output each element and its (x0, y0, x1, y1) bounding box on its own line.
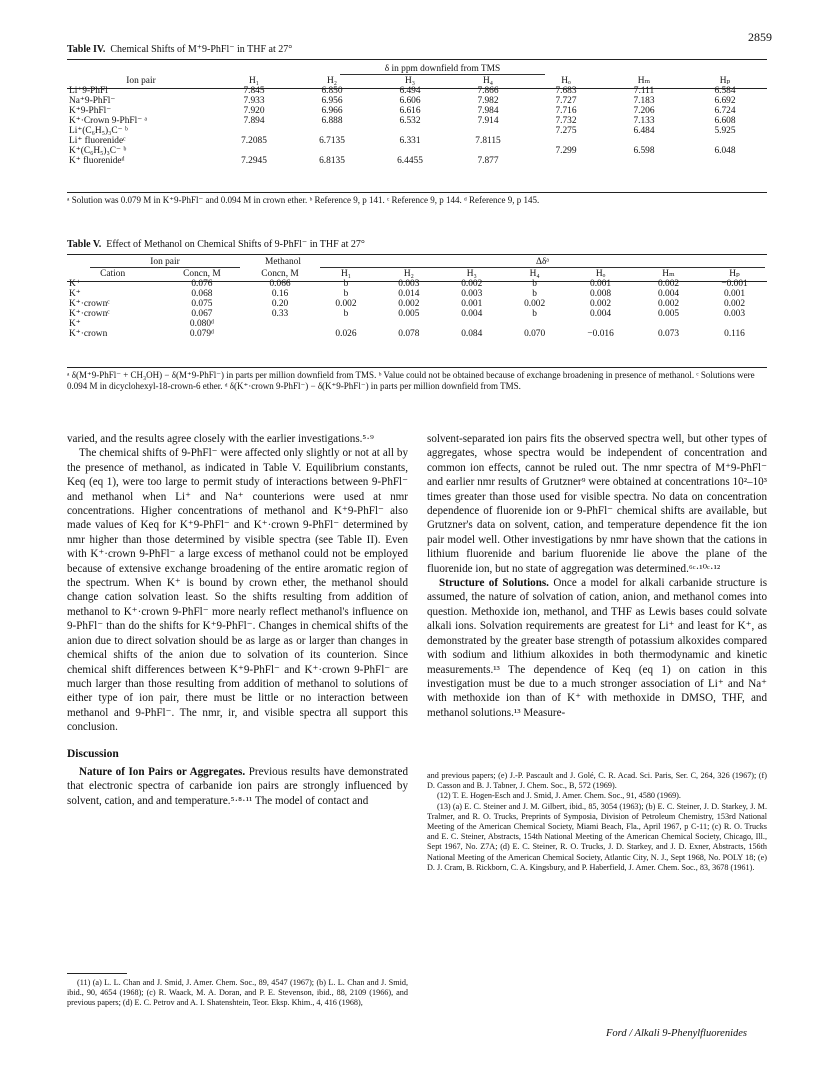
table4-row (67, 106, 767, 116)
table5-col-header: Cation (100, 269, 126, 279)
table5-cell (566, 319, 635, 329)
table4-cell (605, 156, 683, 166)
table5-cell: 0.079ᵈ (189, 329, 214, 339)
table4-cell: Li⁺9-PhFl⁻ (69, 86, 113, 96)
table5-caption-text: Effect of Methanol on Chemical Shifts of 9-PhFl⁻ in THF at 27° (106, 239, 365, 250)
table4-cell: 7.133 (633, 116, 655, 126)
page-number: 2859 (748, 30, 772, 44)
table4-cell: Li⁺(C₆H₅)₃C⁻ ᵇ (69, 126, 128, 136)
table4-header-rule (67, 88, 767, 89)
footnote-separator (67, 973, 127, 974)
table4-cell: 6.532 (399, 116, 421, 126)
table5-col-header: H₂ (403, 269, 414, 279)
table4-cell: 6.494 (399, 86, 421, 96)
table4-footnote: ᵃ Solution was 0.079 M in K⁺9-PhFl⁻ and 0.094 M in crown ether. ᵇ Reference 9, p 141. ᶜ Reference 9, p 144. ᵈ Reference 9, p 145. (67, 195, 540, 205)
table5-cell (635, 319, 702, 329)
table4-col-header: H₃ (404, 76, 416, 86)
table4-cell: 6.8135 (319, 156, 345, 166)
table4-cell: 7.716 (555, 106, 577, 116)
left-paragraph-2: The chemical shifts of 9-PhFl⁻ were affected only slightly or not at all by the presence of methanol, as indicated in Table V. Equilibrium constants, Keq (eq 1), were too large to permit study of interactions between 9-PhFl⁻ and methanol when Li⁺ and Na⁺ counterions were used at nmr concentrations. Higher concentrations of methanol and K⁺9-PhFl⁻ also made values of Keq for K⁺9-PhFl⁻ and K⁺·crown 9-PhFl⁻ determined by nmr higher than those determined by visible spectra (see Table II). Even with K⁺·crown 9-PhFl⁻ a large excess of methanol could not be employed because of extensive exchange broadening of the entire aromatic region of the spectrum. When K⁺ is bound by crown ether, the methanol should change cation solvation least. So the shifts resulting from addition of methanol to K⁺·crown 9-PhFl⁻ more nearly reflect methanol's influence on 9-PhFl⁻ than do the shifts for K⁺9-PhFl⁻. Changes in chemical shifts of the anion due to direct solvation should be as large as or larger than changes in chemical shifts of the anion due to solvation of its counterion. Since chemical shift differences between K⁺9-PhFl⁻ and K⁺·crown 9-PhFl⁻ are much larger than those resulting from addition of methanol to solutions of either type of ion pair, there must be little or no interaction between methanol and 9-PhFl⁻. The nmr, ir, and visible spectra all support this conclusion. (67, 447, 408, 734)
table5-cell (702, 319, 767, 329)
table4-cell: 7.866 (477, 86, 499, 96)
table5-cell: 0.076 (191, 279, 213, 289)
table4-cell (683, 136, 767, 146)
table5-cell: K⁺ (69, 279, 81, 289)
table4-cell (293, 126, 371, 136)
table4-cell (371, 146, 449, 156)
table4-cell: 7.933 (243, 96, 265, 106)
table5-col-header: H₁ (340, 269, 351, 279)
page-footer: Ford / Alkali 9-Phenylfluorenides (605, 1028, 747, 1039)
table4-cell: 7.727 (555, 96, 577, 106)
table4-header-row (67, 76, 767, 86)
table5-cell: b (532, 279, 537, 289)
table4-cell: 7.299 (555, 146, 577, 156)
table4-cell (605, 136, 683, 146)
table5-group-ion-pair: Ion pair (90, 257, 240, 268)
table5-cell: 0.002 (398, 299, 420, 309)
table5-col-header: Concn, M (261, 269, 299, 279)
table5-col-header: H₃ (466, 269, 477, 279)
table5-cell: −0.001 (721, 279, 748, 289)
table5 (67, 269, 767, 339)
table4-cell: 6.850 (321, 86, 343, 96)
table5-top-rule (67, 254, 767, 255)
table5-col-header: Hₚ (729, 269, 740, 279)
table4-cell: 6.584 (714, 86, 736, 96)
table5-cell: 0.001 (590, 279, 612, 289)
table4-cell: K⁺ fluorenideᵈ (69, 156, 125, 166)
table4-cell: 6.888 (321, 116, 343, 126)
table5-cell: K⁺·crown (69, 329, 108, 339)
table4-cell: 6.966 (321, 106, 343, 116)
table4-cell (215, 126, 293, 136)
table5-cell: 0.005 (398, 309, 420, 319)
table5-row (67, 329, 767, 339)
table4-cell: 7.183 (633, 96, 655, 106)
table5-cell: b (532, 309, 537, 319)
table4-row (67, 156, 767, 166)
table4-cell: 6.7135 (319, 136, 345, 146)
table4-cell: 7.894 (243, 116, 265, 126)
table5-cell: 0.002 (723, 299, 746, 309)
table4-cell: 7.877 (477, 156, 499, 166)
table4-cell (683, 156, 767, 166)
table4-cell (215, 146, 293, 156)
table4-cell: 6.692 (714, 96, 736, 106)
table5-cell (440, 319, 503, 329)
subheading-nature: Nature of Ion Pairs or Aggregates. (79, 765, 246, 778)
table5-cell: b (343, 309, 349, 319)
reference-11: (11) (a) L. L. Chan and J. Smid, J. Amer. Chem. Soc., 89, 4547 (1967); (b) L. L. Chan and J. Smid, ibid., 90, 4654 (1968); (c) R. Waack, M. A. Doran, and P. E. Stevenson, ibid., 88, 2109 (1966), and previous papers; (d) E. C. Petrov and A. I. Shatenshtein, Teor. Eksp. Khim., 4, 416 (1968), (67, 978, 408, 1008)
reference-13: (13) (a) E. C. Steiner and J. M. Gilbert, ibid., 85, 3054 (1963); (b) E. C. Steiner, J. D. Starkey, J. M. Tralmer, and R. O. Trucks, Preprints of Symposia, Division of Petroleum Chemistry, 153rd National Meeting of the American Chemical Society, Miami Beach, Fla., April 1967, p C-11; (c) R. O. Trucks and E. C. Steiner, Abstracts, 154th National Meeting of the American Chemical Society, Chicago, Ill., Sept 1967, No. Z7A; (d) E. C. Steiner, R. O. Trucks, J. D. Starkey, and J. D. Exner, Abstracts, 156th National Meeting of the American Chemical Society, Atlantic City, N. J., Sept 1968, No. POLY 18; (e) D. J. Cram, B. Rickborn, C. A. Kingsbury, and P. Haberfield, J. Amer. Chem. Soc., 83, 3678 (1961). (427, 801, 767, 872)
table4-span-header: δ in ppm downfield from TMS (340, 64, 545, 75)
table5-cell: 0.004 (590, 309, 612, 319)
right-references (427, 771, 767, 873)
table5-cell: 0.026 (335, 329, 357, 339)
table5-cell: 0.002 (335, 299, 357, 309)
table4-cell: 7.2945 (241, 156, 267, 166)
table4-cell: 7.275 (555, 126, 577, 136)
table5-col-header: Hₘ (662, 269, 675, 279)
table4-cell: 6.048 (714, 146, 736, 156)
table5-cell: b (343, 289, 349, 299)
table4-cell: Li⁺ fluorenideᶜ (69, 136, 126, 146)
table4-col-header: Hₒ (561, 76, 571, 86)
table4-col-header: H₂ (326, 76, 338, 86)
left-paragraph-3-text: Previous results have demonstrated that electronic spectra of carbanide ion pairs are strongly influenced by solvent, cation, and and temperature.⁵·⁸·¹¹ The model of contact and (67, 765, 408, 807)
right-column (427, 432, 767, 720)
table5-row (67, 309, 767, 319)
table5-cell: 0.003 (723, 309, 746, 319)
table5-cell: K⁺ (69, 319, 81, 329)
table4-cell: 5.925 (714, 126, 736, 136)
table5-cell: K⁺·crownᶜ (69, 299, 110, 309)
table4-cell: K⁺9-PhFl⁻ (69, 106, 112, 116)
table4-cell (527, 136, 605, 146)
table5-cell: 0.002 (461, 279, 483, 289)
table5-cell: −0.016 (587, 329, 614, 339)
table4-cell (449, 126, 527, 136)
table5-col-header: Hₒ (595, 269, 606, 279)
table5-cell: 0.002 (590, 299, 612, 309)
table4-cell: 7.683 (555, 86, 577, 96)
table4-cell: 6.598 (633, 146, 655, 156)
table4-cell: 6.608 (714, 116, 736, 126)
table4-cell: 6.4455 (397, 156, 423, 166)
table5-row (67, 319, 767, 329)
table5-group-delta: Δδᵃ (320, 257, 765, 268)
table4-cell: 7.914 (477, 116, 499, 126)
table4-caption-label: Table IV. (67, 44, 106, 55)
left-references (67, 978, 408, 1009)
table5-cell: 0.33 (271, 309, 289, 319)
table5-cell: K⁺·crownᶜ (69, 309, 110, 319)
table5-cell: 0.073 (657, 329, 680, 339)
table4-cell: 6.331 (399, 136, 421, 146)
table4-caption-text: Chemical Shifts of M⁺9-PhFl⁻ in THF at 27° (110, 44, 293, 55)
table5-cell: 0.003 (461, 289, 483, 299)
table5-cell: 0.002 (657, 279, 680, 289)
table5-cell: 0.080ᵈ (189, 319, 214, 329)
table4-caption (67, 44, 292, 55)
table4-cell: 7.2085 (241, 136, 267, 146)
table5-header-row (67, 269, 767, 279)
table4-col-header: H₄ (482, 76, 494, 86)
section-heading-discussion: Discussion (67, 747, 119, 760)
right-paragraph-1: solvent-separated ion pairs fits the observed spectra well, but other types of aggregates, whose spectra would be independent of concentration and common ion effects, cannot be ruled out. The nmr spectra of M⁺9-PhFl⁻ and earlier nmr results of Grutzner⁹ were obtained at concentrations 10²–10³ times greater than those used for visible spectra. No data on concentration dependence of fluorenide ion or 9-PhFl⁻ chemical shifts are available, but Grutzner's data on solvent, cation, and temperature dependence fit the ion pair model well. Other investigations by nmr have shown that the cations in lithium fluorenide and barium fluorenide lie above the plane of the fluorenide ion, but no state of aggregation was determined.⁶ᶜ·¹⁰ᶜ·¹² (427, 433, 767, 575)
table5-cell: 0.003 (398, 279, 420, 289)
table5-cell: 0.070 (524, 329, 546, 339)
table5-caption-label: Table V. (67, 239, 102, 250)
table4-cell: 7.8115 (475, 136, 501, 146)
table4-col-header: Ion pair (126, 76, 156, 86)
table5-cell: 0.004 (657, 289, 680, 299)
table4-cell: K⁺·Crown 9-PhFl⁻ ᵃ (69, 116, 148, 126)
table4-cell: 7.984 (477, 106, 499, 116)
table5-cell: 0.075 (191, 299, 213, 309)
table5-col-header: H₄ (529, 269, 540, 279)
table4 (67, 76, 767, 166)
table5-cell (377, 319, 440, 329)
table4-cell: 6.724 (714, 106, 736, 116)
table5-bottom-rule (67, 367, 767, 368)
table4-col-header: Hₚ (719, 76, 731, 86)
table5-cell: 0.001 (461, 299, 483, 309)
table5-caption (67, 239, 365, 250)
table5-cell: 0.002 (524, 299, 546, 309)
table4-cell: 6.956 (321, 96, 343, 106)
left-paragraph-3 (67, 765, 408, 808)
table5-cell: 0.084 (461, 329, 483, 339)
table4-row (67, 96, 767, 106)
table5-cell: 0.005 (657, 309, 680, 319)
table5-cell (503, 319, 566, 329)
table4-cell: 7.982 (477, 96, 499, 106)
table4-cell: 6.606 (399, 96, 421, 106)
table5-cell: 0.16 (271, 289, 289, 299)
table5-group-methanol: Methanol (265, 257, 301, 267)
table4-cell: 7.732 (555, 116, 577, 126)
left-column (67, 432, 408, 808)
table4-row (67, 146, 767, 156)
table4-cell: 6.484 (633, 126, 655, 136)
right-paragraph-2-text: Once a model for alkali carbanide structure is assumed, the nature of solvation of cation, anion, and methanol comes into question. Methoxide ion, methanol, and THF as Lewis bases could solvate alkali ions. Solvation requirements are greatest for Li⁺ and least for K⁺, as demonstrated by the greater base strength of potassium alkoxides compared with sodium and lithium alkoxides in both thermodynamic and kinetic measurements.¹³ The dependence of Keq (eq 1) on cation in this investigation must be due to a much stronger association of Li⁺ and Na⁺ with methoxide ion than of K⁺ with methoxide in DMSO, THF, and methanol solutions.¹³ Measure- (427, 577, 768, 719)
table5-cell: 0.004 (461, 309, 483, 319)
table5-cell: 0.20 (271, 299, 289, 309)
table4-cell: 6.616 (399, 106, 421, 116)
table5-cell: 0.067 (191, 309, 213, 319)
table4-cell: 7.206 (633, 106, 655, 116)
table5-cell: 0.008 (590, 289, 612, 299)
table4-bottom-rule (67, 192, 767, 193)
table5-cell: K⁺ (69, 289, 81, 299)
table4-row (67, 126, 767, 136)
table5-cell (246, 319, 315, 329)
reference-11-continued: and previous papers; (e) J.-P. Pascault and J. Golé, C. R. Acad. Sci. Paris, Ser. C, 264, 326 (1967); (f) D. Casson and B. J. Tabner, J. Chem. Soc., B, 572 (1969). (427, 771, 767, 791)
table4-cell (371, 126, 449, 136)
table4-cell: 7.111 (633, 86, 655, 96)
table5-cell: 0.116 (724, 329, 745, 339)
table4-row (67, 136, 767, 146)
table5-cell: 0.078 (398, 329, 420, 339)
table5-header-rule (67, 281, 767, 282)
table4-cell: 7.920 (243, 106, 265, 116)
right-paragraph-2 (427, 576, 767, 720)
table4-col-header: H₁ (248, 76, 260, 86)
subheading-structure: Structure of Solutions. (439, 577, 549, 590)
table5-cell: 0.014 (398, 289, 420, 299)
left-paragraph-1: varied, and the results agree closely with the earlier investigations.⁵·⁹ (67, 433, 374, 445)
table5-cell: 0.001 (723, 289, 746, 299)
table4-cell (293, 146, 371, 156)
table4-row (67, 116, 767, 126)
table4-cell (527, 156, 605, 166)
table5-row (67, 289, 767, 299)
table4-cell: 7.845 (243, 86, 265, 96)
table4-top-rule (67, 59, 767, 60)
table5-cell: 0.068 (191, 289, 213, 299)
table5-cell: b (532, 289, 537, 299)
table4-cell (449, 146, 527, 156)
table4-cell: Na⁺9-PhFl⁻ (69, 96, 116, 106)
table4-col-header: Hₘ (637, 76, 651, 86)
table5-cell (246, 329, 315, 339)
table5-cell: 0.066 (269, 279, 291, 289)
table5-cell: b (343, 279, 349, 289)
table5-col-header: Concn, M (183, 269, 221, 279)
reference-12: (12) T. E. Hogen-Esch and J. Smid, J. Amer. Chem. Soc., 91, 4580 (1969). (437, 791, 681, 801)
table5-cell (315, 319, 378, 329)
table5-row (67, 299, 767, 309)
table5-cell: 0.002 (657, 299, 680, 309)
table5-footnote: ᵃ δ(M⁺9-PhFl⁻ + CH₃OH) − δ(M⁺9-PhFl⁻) in parts per million downfield from TMS. ᵇ Value could not be obtained because of exchange broadening in presence of methanol. ᶜ Solutions were 0.094 M in dicyclohexyl-18-crown-6 ether. ᵈ δ(K⁺·crown 9-PhFl⁻) − δ(K⁺9-PhFl⁻) in parts per million downfield from TMS. (67, 370, 755, 391)
table4-cell: K⁺(C₆H₅)₃C⁻ ᵇ (69, 146, 127, 156)
